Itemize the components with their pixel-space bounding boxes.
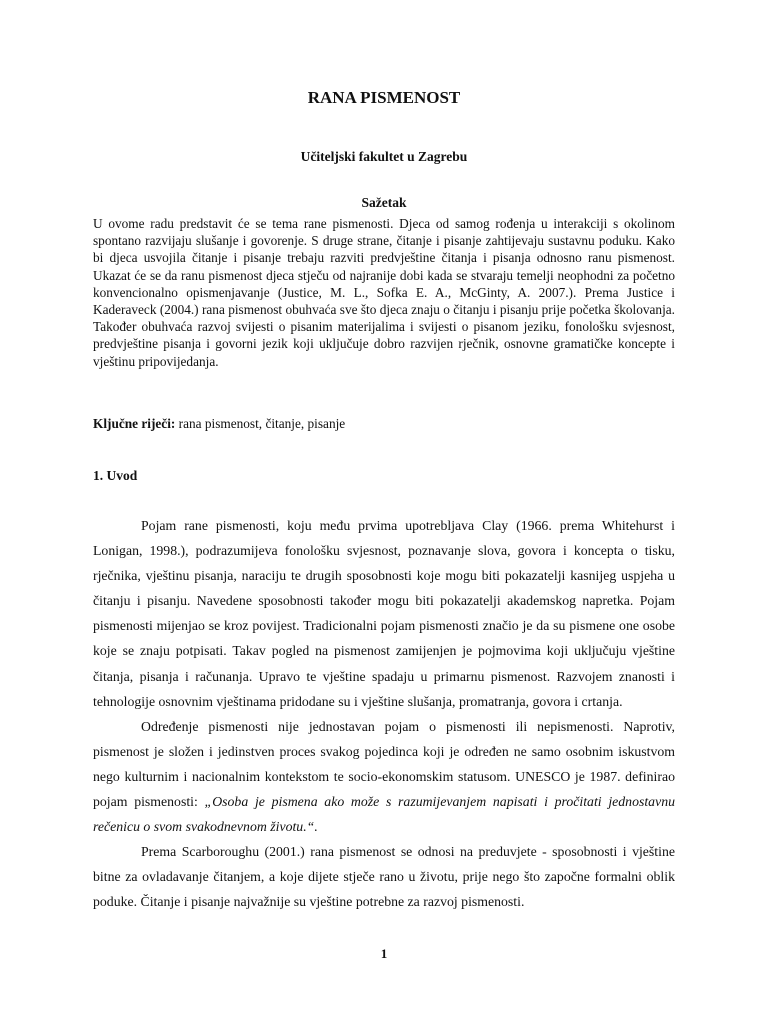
paragraph xyxy=(93,714,675,839)
body-text xyxy=(93,513,675,915)
abstract-heading: Sažetak xyxy=(361,195,407,210)
paragraph: Pojam rane pismenosti, koju među prvima upotrebljava Clay (1966. prema Whitehurst i Lonigan, 1998.), podrazumijeva fonološku svjesnost, poznavanje slova, govora i koncepta o tisku, rječnika, vještinu pisanja, naraciju te drugih sposobnosti koje mogu biti pokazatelji kasnijeg uspjeha u čitanju i pisanju. Navedene sposobnosti također mogu biti pokazatelji akademskog napretka. Pojam pismenosti mijenjao se kroz povijest. Tradicionalni pojam pismenosti značio je da su pismene one osobe koje se znaju potpisati. Takav pogled na pismenost zamijenjen je pojmovima koji uključuju vještine čitanja, pisanja i računanja. Upravo te vještine spadaju u primarnu pismenost. Razvojem znanosti i tehnologije osnovnim vještinama pridodane su i vještine slušanja, promatranja, govora i crtanja. xyxy=(93,518,675,709)
section-heading: 1. Uvod xyxy=(93,468,138,483)
keywords-line xyxy=(93,416,675,432)
unesco-quote: „Osoba je pismena ako može s razumijevanjem napisati i pročitati jednostavnu rečenicu o svom svakodnevnom životu.“. xyxy=(93,794,675,835)
document-title: RANA PISMENOST xyxy=(307,88,461,107)
keywords-list: rana pismenost, čitanje, pisanje xyxy=(175,416,346,431)
keywords-label: Ključne riječi: xyxy=(93,416,176,431)
page-number: 1 xyxy=(380,946,388,961)
affiliation: Učiteljski fakultet u Zagrebu xyxy=(300,149,468,164)
paragraph-text: Određenje pismenosti nije jednostavan pojam o pismenosti ili nepismenosti. Naprotiv, pismenost je složen i jedinstven proces svakog pojedinca koji je određen ne samo osobnim iskustvom nego kulturnim i nacionalnim kontekstom te socio-ekonomskim statusom. UNESCO je 1987. definirao pojam pismenosti: xyxy=(93,718,675,810)
paragraph: Prema Scarboroughu (2001.) rana pismenost se odnosi na preduvjete - sposobnosti i vještine bitne za ovladavanje čitanjem, a koje dijete stječe rano u životu, prije nego što započne formalni oblik poduke. Čitanje i pisanje najvažnije su vještine potrebne za razvoj pismenosti. xyxy=(93,844,675,910)
abstract-text: U ovome radu predstavit će se tema rane pismenosti. Djeca od samog rođenja u interakciji s okolinom spontano razvijaju slušanje i govorenje. S druge strane, čitanje i pisanje zahtijevaju sustavnu poduku. Kako bi djeca usvojila čitanje i pisanje trebaju razviti predvještine čitanja i pisanja odnosno ranu pismenost. Ukazat će se da ranu pismenost djeca stječu od najranije dobi kada se stvaraju temelji neophodni za početno konvencionalno opismenjavanje (Justice, M. L., Sofka E. A., McGinty, A. 2007.). Prema Justice i Kaderaveck (2004.) rana pismenost obuhvaća sve što djeca znaju o čitanju i pisanju prije početka školovanja. Također obuhvaća razvoj svijesti o pisanim materijalima i svijesti o pisanom jeziku, fonološku svjesnost, predvještine pisanja i govorni jezik koji uključuje dobro razvijen rječnik, osnovne gramatičke koncepte i vještinu pripovijedanja. xyxy=(93,216,675,369)
